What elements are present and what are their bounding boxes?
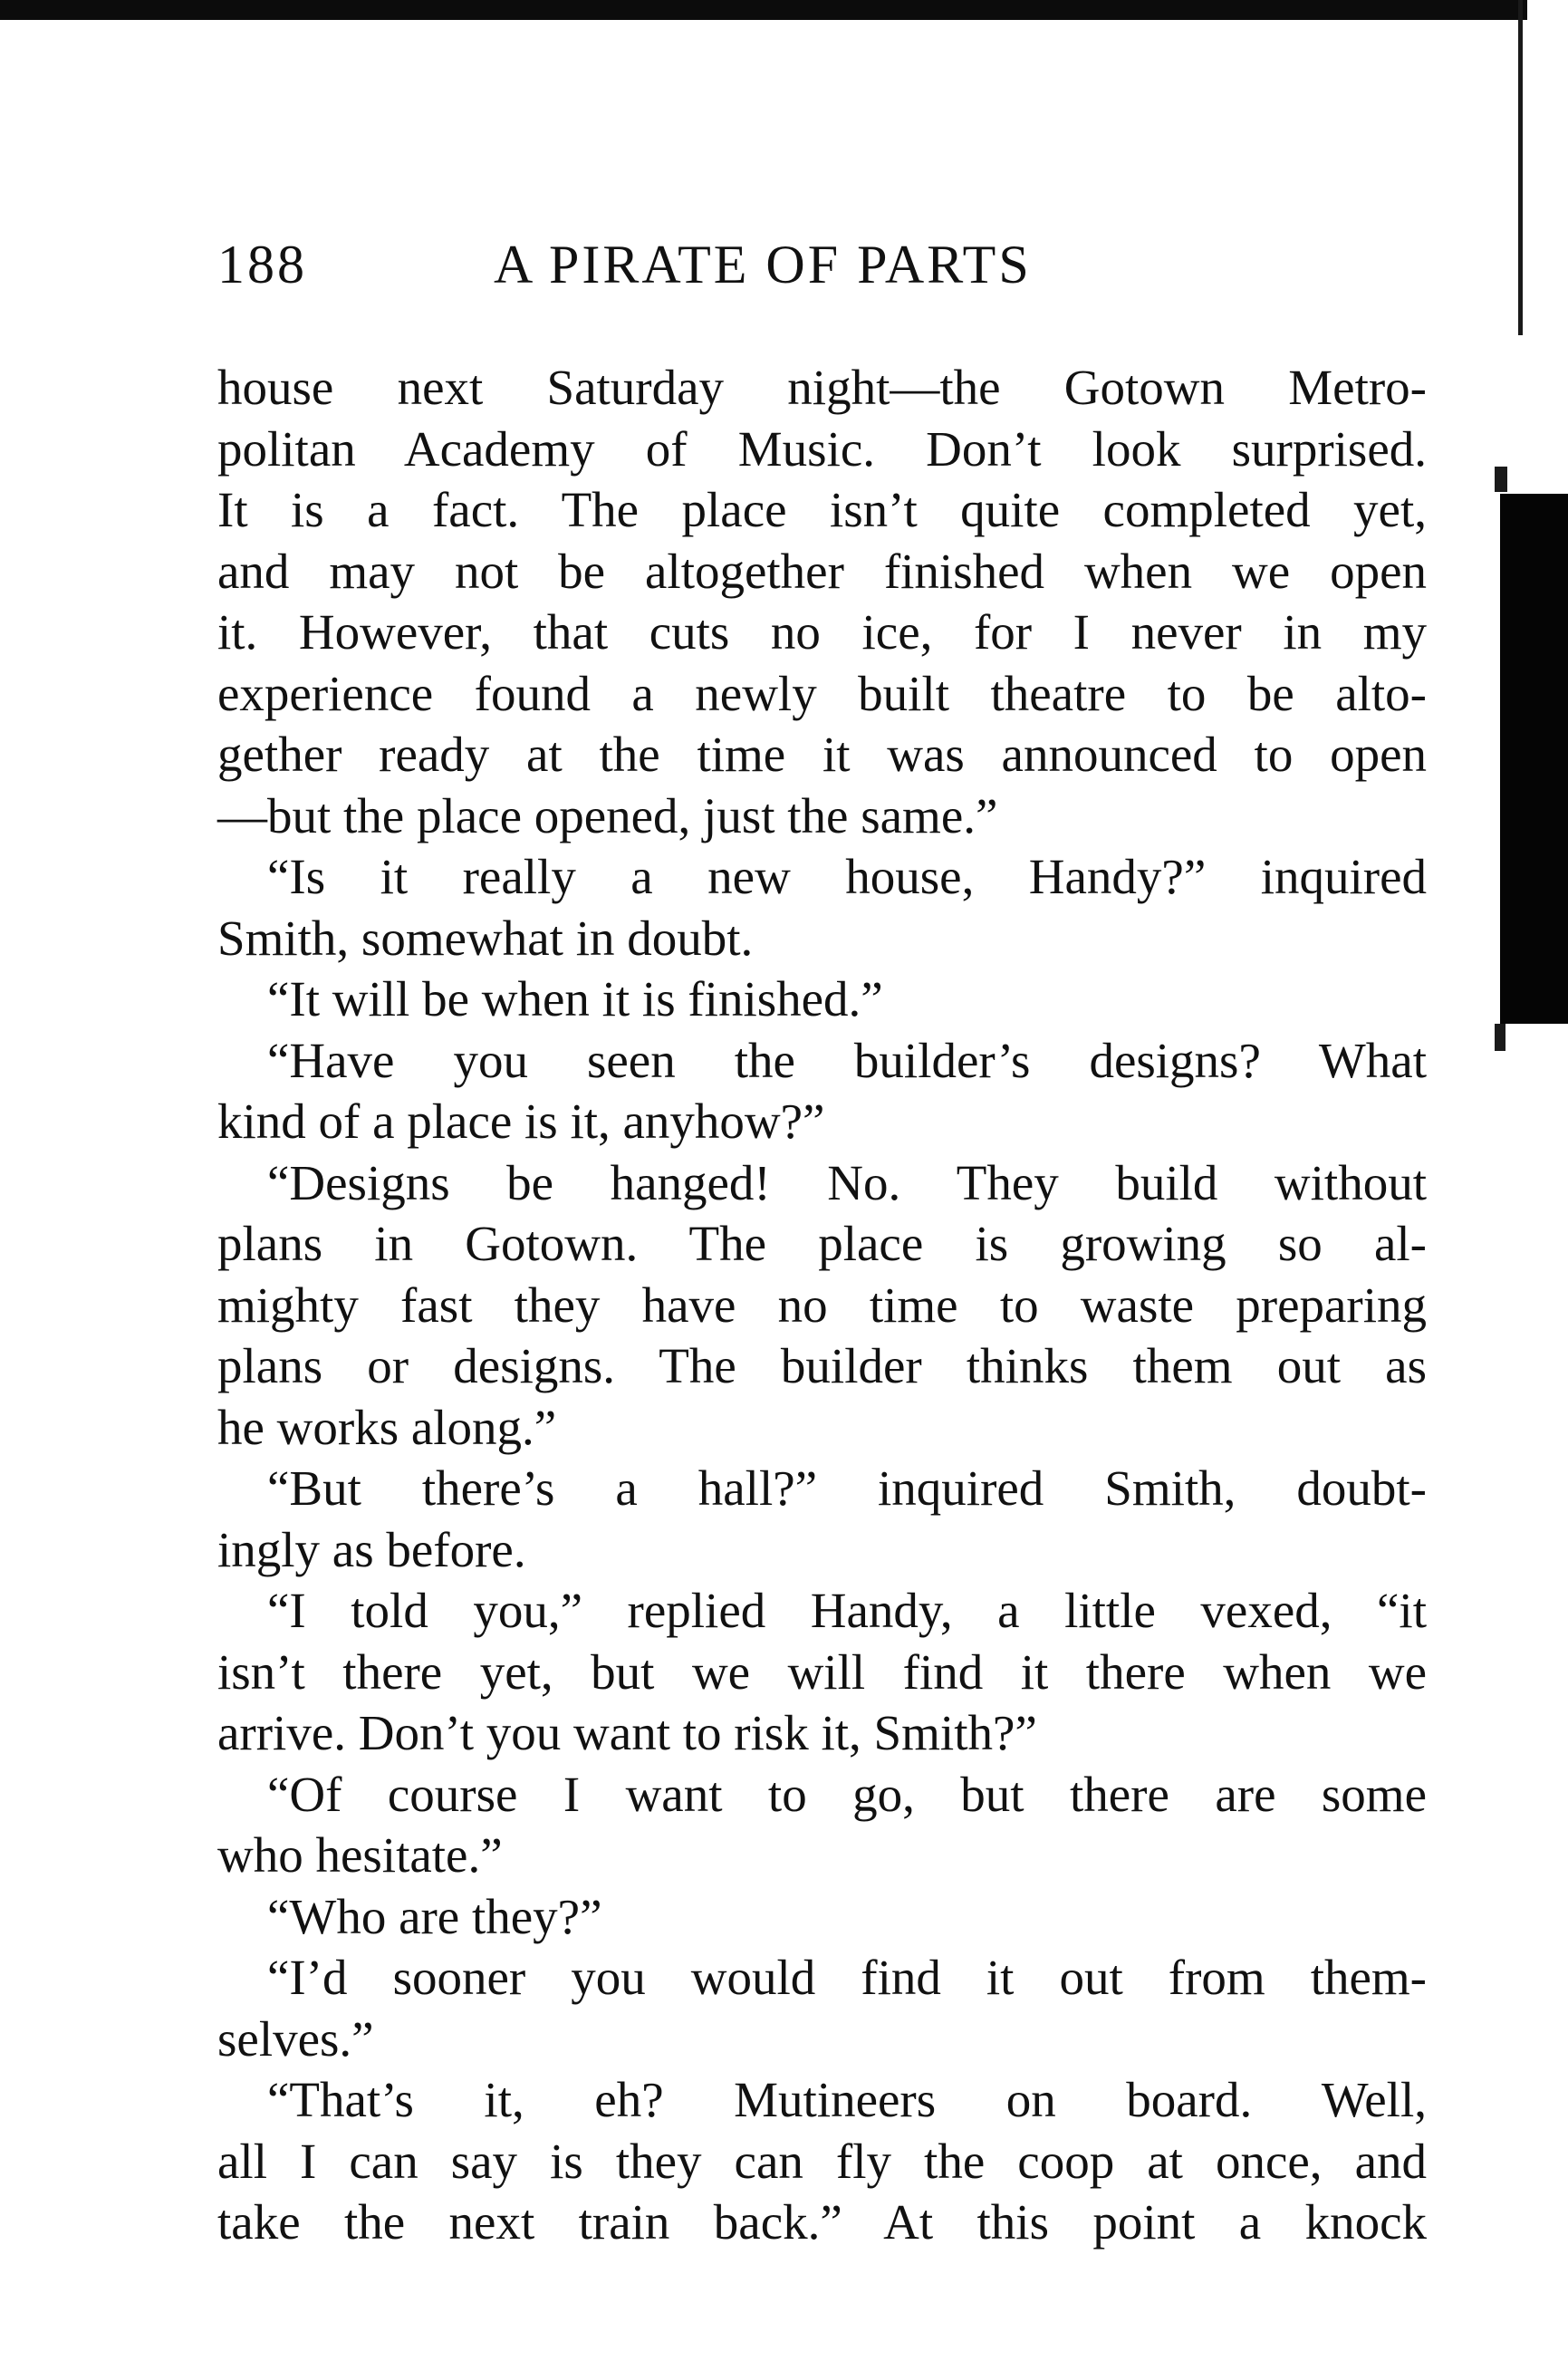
text-line: take the next train back.” At this point a knock (217, 2194, 1427, 2250)
text-line: “I’d sooner you would find it out from them- (267, 1950, 1427, 2005)
bleed-mark (1495, 467, 1507, 492)
facing-page-bleed (1500, 494, 1568, 1024)
text-line: “That’s it, eh? Mutineers on board. Well, (267, 2072, 1427, 2127)
text-line: arrive. Don’t you want to risk it, Smith?” (217, 1705, 1037, 1760)
text-line: ingly as before. (217, 1521, 526, 1577)
body-text (217, 357, 1427, 2253)
text-line: “It will be when it is finished.” (267, 971, 883, 1026)
text-line: Smith, somewhat in doubt. (217, 910, 754, 966)
page-edge-line (1518, 0, 1523, 335)
text-line: “But there’s a hall?” inquired Smith, doubt- (267, 1460, 1427, 1516)
text-line: he works along.” (217, 1399, 557, 1455)
text-line: plans or designs. The builder thinks them out as (217, 1338, 1427, 1393)
text-line: “Of course I want to go, but there are some (267, 1766, 1427, 1822)
text-line: plans in Gotown. The place is growing so al- (217, 1216, 1427, 1271)
text-line: —but the place opened, just the same.” (217, 787, 998, 843)
text-line: “Have you seen the builder’s designs? What (267, 1032, 1427, 1088)
page-number: 188 (217, 235, 307, 294)
text-line: selves.” (217, 2010, 374, 2067)
text-line: who hesitate.” (217, 1827, 503, 1883)
text-line: “Designs be hanged! No. They build without (267, 1154, 1427, 1210)
text-line: and may not be altogether finished when we open (217, 543, 1427, 599)
text-line: “Is it really a new house, Handy?” inquired (267, 849, 1427, 904)
page-header (217, 234, 1431, 306)
text-line: “I told you,” replied Handy, a little vexed, “it (267, 1583, 1427, 1638)
text-line: It is a fact. The place isn’t quite completed yet, (217, 482, 1427, 537)
top-rule (0, 0, 1527, 20)
text-line: gether ready at the time it was announced to open (217, 727, 1427, 782)
text-line: kind of a place is it, anyhow?” (217, 1094, 825, 1149)
text-line: experience found a newly built theatre to be alto- (217, 665, 1427, 721)
running-title: A PIRATE OF PARTS (494, 235, 1032, 294)
text-line: all I can say is they can fly the coop at once, and (217, 2133, 1427, 2189)
text-line: it. However, that cuts no ice, for I never in my (217, 604, 1427, 660)
text-line: “Who are they?” (267, 1888, 602, 1944)
bleed-mark (1495, 1024, 1505, 1051)
text-line: mighty fast they have no time to waste preparing (217, 1277, 1427, 1333)
text-line: house next Saturday night—the Gotown Metro- (217, 360, 1427, 415)
text-line: isn’t there yet, but we will find it there when we (217, 1643, 1427, 1700)
text-line: politan Academy of Music. Don’t look surprised. (217, 420, 1427, 477)
